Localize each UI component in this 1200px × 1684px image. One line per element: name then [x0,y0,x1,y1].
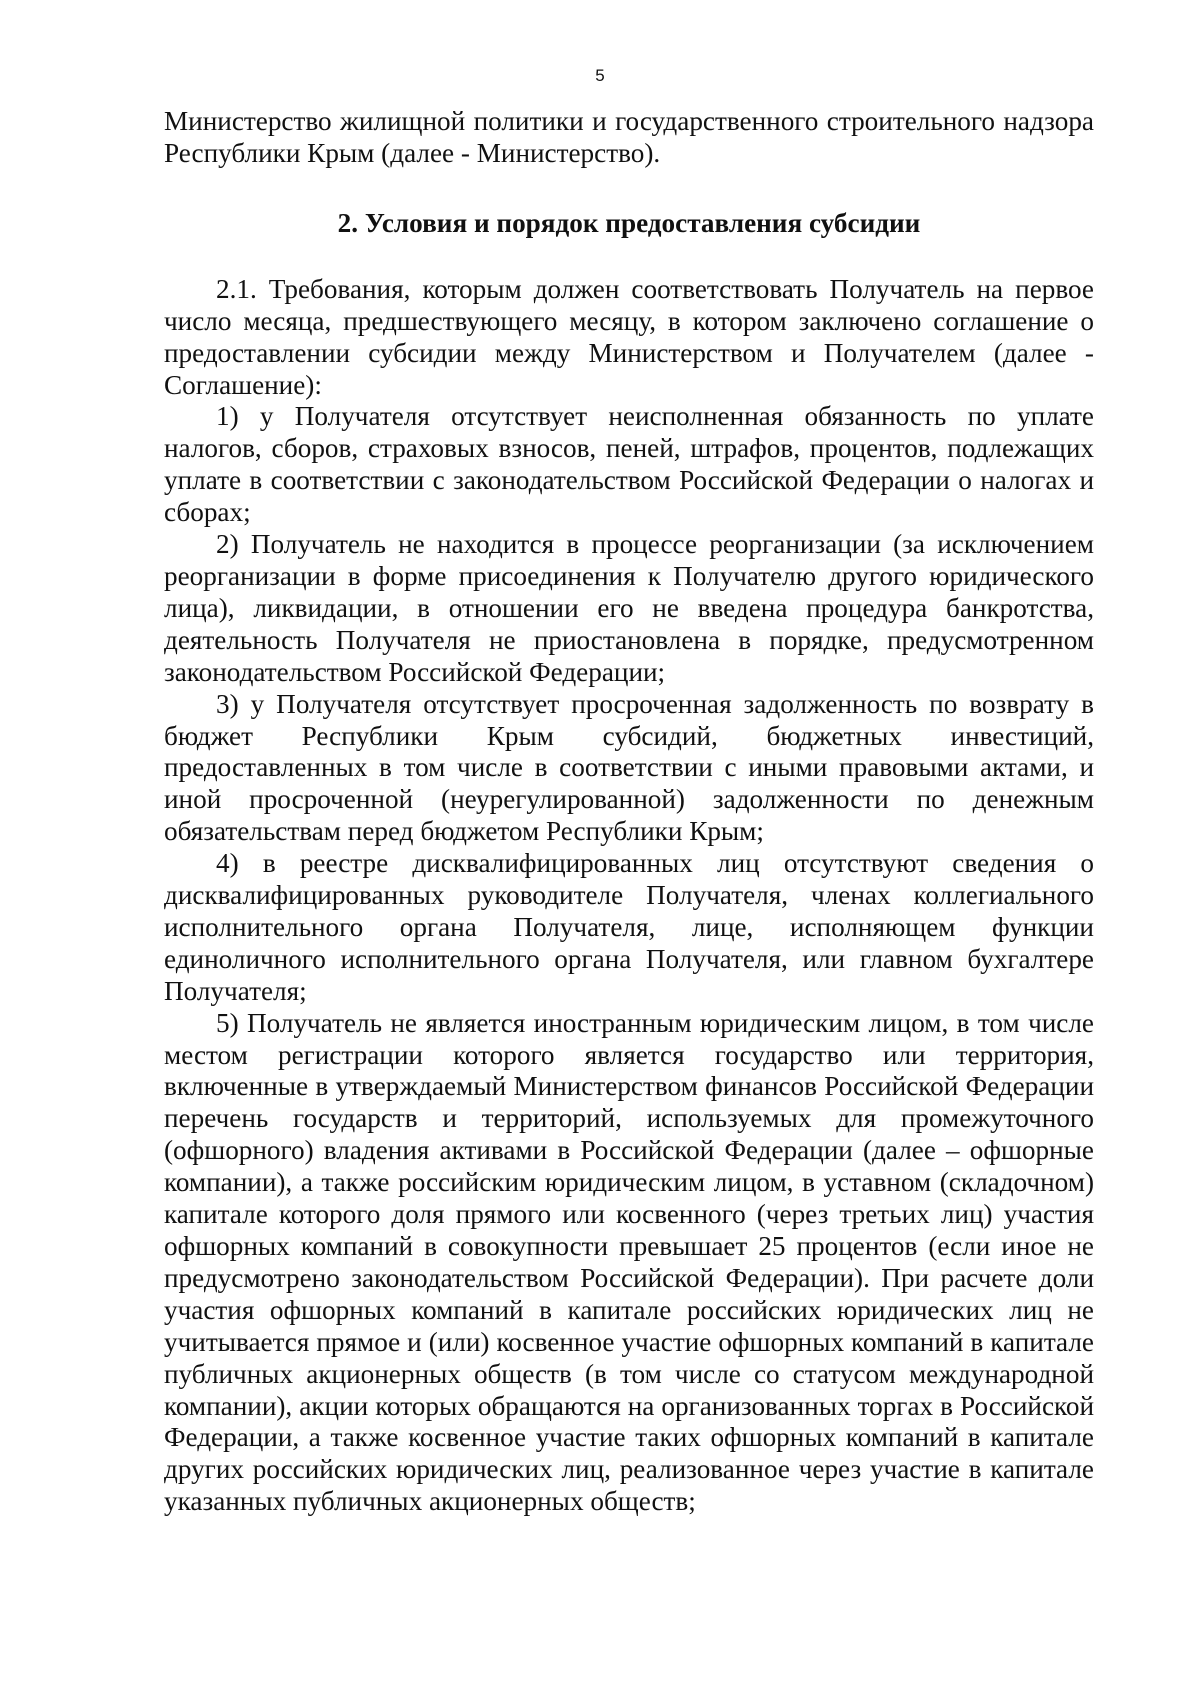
requirement-item-1: 1) у Получателя отсутствует неисполненная обязанность по уплате налогов, сборов, страховых взносов, пеней, штрафов, процентов, подлежащих уплате в соответствии с законодательством Российской Федерации о налогах и сборах; [164,401,1094,528]
requirement-item-3: 3) у Получателя отсутствует просроченная задолженность по возврату в бюджет Республики Крым субсидий, бюджетных инвестиций, предоставленных в том числе в соответствии с иными правовыми актами, и иной просроченной (неурегулированной) задолженности по денежным обязательствам перед бюджетом Республики Крым; [164,688,1094,847]
requirement-item-5: 5) Получатель не является иностранным юридическим лицом, в том числе местом регистрации которого является государство или территория, включенные в утверждаемый Министерством финансов Российской Федерации перечень государств и территорий, используемых для промежуточного (офшорного) владения активами в Российской Федерации (далее – офшорные компании), а также российским юридическим лицом, в уставном (складочном) капитале которого доля прямого или косвенного (через третьих лиц) участия офшорных компаний в совокупности превышает 25 процентов (если иное не предусмотрено законодательством Российской Федерации). При расчете доли участия офшорных компаний в капитале российских юридических лиц не учитывается прямое и (или) косвенное участие офшорных компаний в капитале публичных акционерных обществ (в том числе со статусом международной компании), акции которых обращаются на организованных торгах в Российской Федерации, а также косвенное участие таких офшорных компаний в капитале других российских юридических лиц, реализованное через участие в капитале указанных публичных акционерных обществ; [164,1007,1094,1517]
requirement-item-2: 2) Получатель не находится в процессе реорганизации (за исключением реорганизации в форме присоединения к Получателю другого юридического лица), ликвидации, в отношении его не введена процедура банкротства, деятельность Получателя не приостановлена в порядке, предусмотренном законодательством Российской Федерации; [164,529,1094,687]
document-body [164,106,1094,1518]
page-number: 5 [595,66,605,85]
intro-paragraph: Министерство жилищной политики и государственного строительного надзора Республики Крым (далее - Министерство). [164,106,1094,168]
requirement-item-4: 4) в реестре дисквалифицированных лиц отсутствуют сведения о дисквалифицированных руководителе Получателя, членах коллегиального исполнительного органа Получателя, лице, исполняющем функции единоличного исполнительного органа Получателя, или главном бухгалтере Получателя; [164,848,1094,1006]
clause-2-1: 2.1. Требования, которым должен соответствовать Получатель на первое число месяца, предшествующего месяцу, в котором заключено соглашение о предоставлении субсидии между Министерством и Получателем (далее - Соглашение): [164,273,1094,400]
section-heading: 2. Условия и порядок предоставления субсидии [337,207,921,238]
